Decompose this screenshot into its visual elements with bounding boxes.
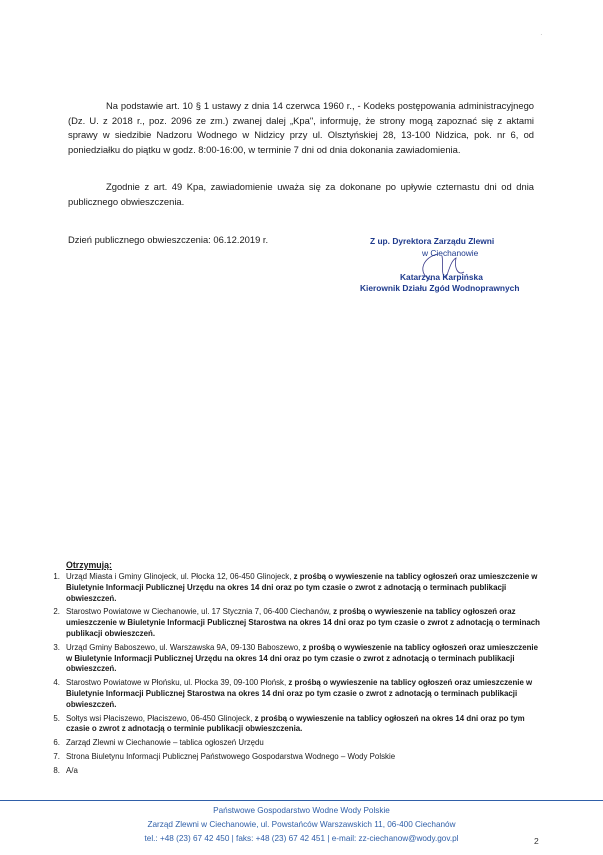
recipient-address: Urząd Miasta i Gminy Glinojeck, ul. Płocka 12, 06-450 Glinojeck, xyxy=(66,572,294,581)
footer-divider xyxy=(0,800,603,801)
list-item xyxy=(40,572,540,604)
list-item-number: 8. xyxy=(53,765,60,775)
signature-stamp xyxy=(360,236,540,296)
list-item-number: 4. xyxy=(53,678,60,688)
scan-mark: · xyxy=(540,30,543,39)
list-item-number: 5. xyxy=(53,713,60,723)
footer-address: Zarząd Zlewni w Ciechanowie, ul. Powstańców Warszawskich 11, 06-400 Ciechanów xyxy=(147,820,456,829)
recipient-address: Strona Biuletynu Informacji Publicznej Państwowego Gospodarstwa Wodnego – Wody Polskie xyxy=(66,751,396,761)
recipient-address: A/a xyxy=(66,765,78,775)
list-item xyxy=(40,643,540,675)
publication-date: Dzień publicznego obwieszczenia: 06.12.2019 r. xyxy=(68,234,269,245)
footer xyxy=(0,804,603,846)
paragraph-notice-effective: Zgodnie z art. 49 Kpa, zawiadomienie uważa się za dokonane po upływie czternastu dni od dnia publicznego obwieszczenia. xyxy=(68,181,534,207)
page-number: 2 xyxy=(534,836,539,846)
recipient-request: z prośbą o wywieszenie na tablicy ogłoszeń oraz umieszczenie w Biuletynie Informacji Publicznej Urzędu na okres 14 dni oraz po tym czasie o zwrot z adnotacją o terminach publikacji obwieszczeń. xyxy=(66,642,539,674)
recipient-request: z prośbą o wywieszenie na tablicy ogłoszeń oraz umieszczenie w Biuletynie Informacji Publicznej Starostwa na okres 14 dni oraz po tym czasie o zwrot z adnotacją o terminach publikacji obwieszczeń. xyxy=(66,607,541,638)
list-item xyxy=(40,714,540,736)
recipients-list xyxy=(40,572,540,780)
list-item-number: 3. xyxy=(53,642,60,652)
list-item xyxy=(40,752,540,763)
signature-line-1: Z up. Dyrektora Zarządu Zlewni xyxy=(370,236,495,246)
list-item xyxy=(40,678,540,710)
recipient-request: z prośbą o wywieszenie na tablicy ogłoszeń na okres 14 dni oraz po tym czasie o zwrot z adnotacją o terminie publikacji obwieszczenia. xyxy=(66,713,525,734)
list-item xyxy=(40,738,540,749)
list-item-number: 6. xyxy=(53,738,60,748)
recipient-address: Zarząd Zlewni w Ciechanowie – tablica ogłoszeń Urzędu xyxy=(66,738,264,748)
recipient-request: z prośbą o wywieszenie na tablicy ogłoszeń oraz umieszczenie w Biuletynie Informacji Publicznej Starostwa na okres 14 dni oraz po tym czasie o zwrot z adnotacją o terminach publikacji obwieszczeń. xyxy=(66,678,533,709)
footer-organization: Państwowe Gospodarstwo Wodne Wody Polskie xyxy=(213,806,390,815)
list-item-number: 1. xyxy=(53,572,60,581)
list-item xyxy=(40,766,540,777)
paragraph-access-to-files: Na podstawie art. 10 § 1 ustawy z dnia 14 czerwca 1960 r., - Kodeks postępowania administracyjnego (Dz. U. z 2018 r., poz. 2096 ze zm.) zwanej dalej „Kpa", informuję, że strony mogą zapoznać się z aktami sprawy w siedzibie Nadzoru Wodnego w Nidzicy przy ul. Olsztyńskiej 28, 13-100 Nidzica, pok. nr 6, od poniedziałku do piątku w godz. 8:00-16:00, w terminie 7 dni od dnia dokonania zawiadomienia. xyxy=(68,100,534,155)
list-item-number: 7. xyxy=(53,751,60,761)
recipient-request: z prośbą o wywieszenie na tablicy ogłoszeń oraz umieszczenie w Biuletynie Informacji Publicznej Urzędu na okres 14 dni oraz po tym czasie o zwrot z adnotacją o terminach publikacji obwieszczeń. xyxy=(66,572,538,603)
list-item xyxy=(40,607,540,639)
recipient-address: Starostwo Powiatowe w Ciechanowie, ul. 17 Stycznia 7, 06-400 Ciechanów, xyxy=(66,607,334,617)
signature-line-2: w Ciechanowie xyxy=(422,248,479,258)
recipients-title: Otrzymują: xyxy=(66,560,112,570)
recipient-address: Sołtys wsi Płaciszewo, Płaciszewo, 06-450 Glinojeck, xyxy=(66,713,255,723)
signature-name: Katarzyna Karpińska xyxy=(400,272,483,282)
signature-role: Kierownik Działu Zgód Wodnoprawnych xyxy=(360,283,520,293)
recipient-address: Starostwo Powiatowe w Płońsku, ul. Płocka 39, 09-100 Płońsk, xyxy=(66,678,289,688)
list-item-number: 2. xyxy=(53,607,60,617)
footer-contact: tel.: +48 (23) 67 42 450 | faks: +48 (23) 67 42 451 | e-mail: zz-ciechanow@wody.gov.pl xyxy=(144,834,459,843)
recipient-address: Urząd Gminy Baboszewo, ul. Warszawska 9A, 09-130 Baboszewo, xyxy=(66,642,303,652)
